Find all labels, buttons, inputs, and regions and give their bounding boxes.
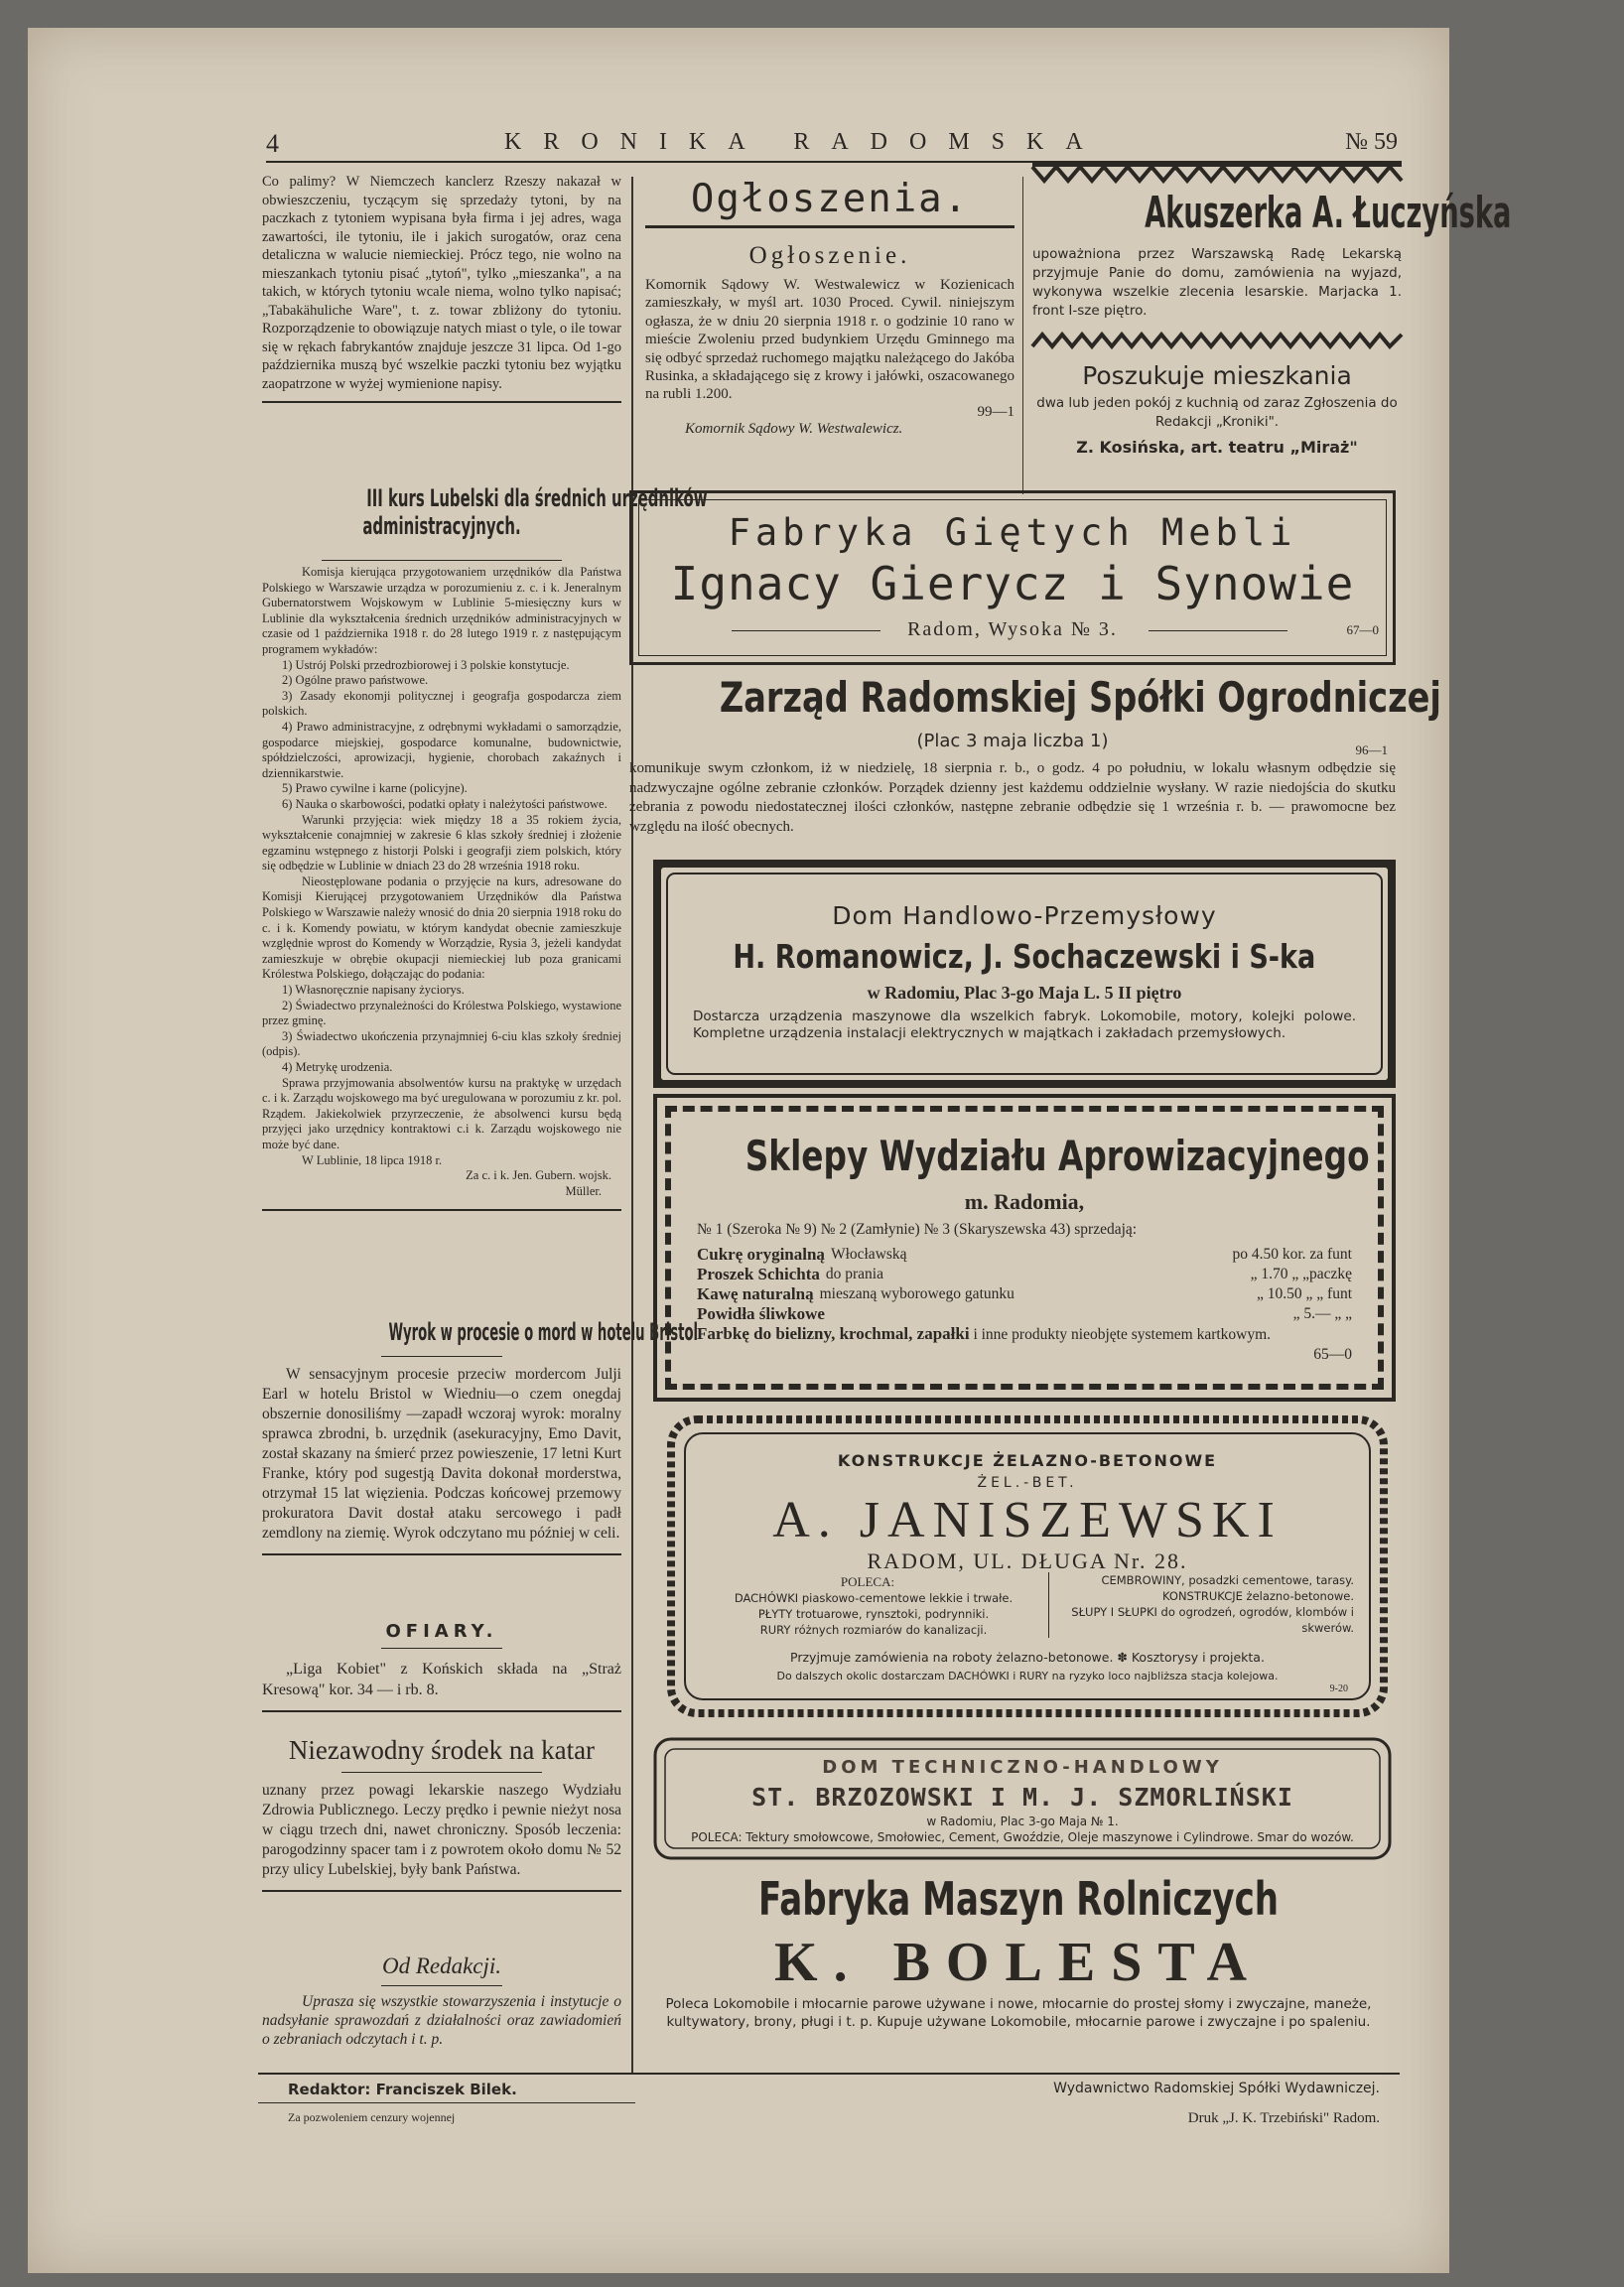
ad-janiszewski	[659, 1408, 1396, 1725]
sklepy-item-name: Kawę naturalną	[697, 1284, 814, 1303]
mebli-line-2: Ignacy Gierycz i Synowie	[670, 557, 1355, 610]
tech-line-1: DOM TECHNICZNO-HANDLOWY	[822, 1757, 1223, 1778]
mebli-line-1: Fabryka Giętych Mebli	[728, 511, 1297, 554]
course-practice: Sprawa przyjmowania absolwentów kursu na praktykę w urzędach c. i k. Zarządu wojskowego ma być uregulowana w porozumiu z kr. pol. Rządem. Jakiekolwiek przyrzeczenie, że absolwenci kursu będą przyjęci jako urzędnicy kontraktowi c.i k. Zarządu wojskowego nie może być dane.	[262, 1075, 621, 1151]
course-item-3: 3) Zasady ekonomji politycznej i geografja gospodarcza ziem polskich.	[262, 688, 621, 719]
dom-line-2: H. Romanowicz, J. Sochaczewski i S-ka	[733, 937, 1316, 976]
article-redakcja	[262, 1953, 621, 2049]
ofiary-title: OFIARY.	[385, 1621, 498, 1642]
sklepy-title: Sklepy Wydziału Aprowizacyjnego	[744, 1132, 1370, 1180]
article-tobacco	[262, 173, 621, 403]
tech-line-3: w Radomiu, Plac 3-go Maja № 1.	[926, 1815, 1119, 1828]
page-header	[266, 119, 1398, 163]
bristol-title: Wyrok w procesie o mord w hotelu Bristol	[388, 1318, 699, 1346]
course-doc-4: 4) Metrykę urodzenia.	[282, 1060, 393, 1074]
redakcja-title: Od Redakcji.	[381, 1953, 502, 1978]
zarzad-code: 96—1	[1355, 742, 1388, 757]
article-bristol	[262, 1318, 699, 1555]
course-signature-1: Za c. i k. Jen. Gubern. wojsk.	[466, 1168, 611, 1183]
ad-zarzad	[629, 673, 1441, 837]
issue-number: № 59	[1345, 129, 1398, 155]
footer-print: Druk „J. K. Trzebiński" Radom.	[1187, 2110, 1380, 2126]
course-applications: Nieostęplowane podania o przyjęcie na kurs, adresowane do Komisji Kierującej przygotowaniem Urzędników dla Państwa Polskiego w Warszawie należy wnosić do dnia 20 sierpnia 1918 roku do c. i k. Komendy powiatu, w którym kandydat obecnie zamieszkuje względnie wprost do Komendy w Worządzie, Rysia 3, jeżeli kandydat zamieszkuje w obrębie okupacji niemieckiej lub poza granicami Królestwa Polskiego, dołączając do podania:	[262, 874, 621, 982]
dom-line-1: Dom Handlowo-Przemysłowy	[832, 901, 1217, 930]
ad-dom-handlowy	[653, 860, 1396, 1088]
jan-left-list: DACHÓWKI piaskowo-cementowe lekkie i trwałe. PŁYTY trotuarowe, rynsztoki, podrynniki. RURY różnych rozmiarów do kanalizacji.	[734, 1591, 1014, 1637]
ogloszenie-head: Ogłoszenie.	[748, 242, 911, 269]
tobacco-text: Co palimy? W Niemczech kanclerz Rzeszy nakazał w obwieszczeniu, tyczącym się sprzedaży tytoni, by na paczkach z tytoniem wypisana była firma i jej adres, waga zawartości, ile tytoniu, ile i jakich surogatów, oraz cena detaliczna w walucie niemieckiej. Prócz tego, nie wolno na mieszankach tytoniu pisać „tytoń", tylko „mieszanka", a na takich, w których tytoniu wcale niema, wolno tylko napisać; „Tabakähuliche Ware", t. z. towar zbliżony do tytoniu. Rozporządzenie to obowiązuje natych miast o tyle, o ile towar się w rękach fabrykantów znajduje jeszcze 31 lipca. Od 1-go października muszą być wszelkie paczki tytoniu bez wyjątku zaopatrzone w wyżej wymienione napisy.	[262, 174, 621, 392]
ogloszenia-title: Ogłoszenia.	[690, 177, 970, 221]
course-item-1: 1) Ustrój Polski przedrozbiorowej i 3 polskie konstytucje.	[282, 657, 570, 672]
course-doc-2: 2) Świadectwo przynależności do Królestwa Polskiego, wystawione przez gminę.	[262, 998, 621, 1028]
redakcja-text: Uprasza się wszystkie stowarzyszenia i instytucje o nadsyłanie sprawozdań z działalności oraz zawiadomień o zebraniach odczytach i t. p.	[262, 1993, 621, 2048]
column-separator	[631, 177, 633, 2073]
course-item-5: 5) Prawo cywilne i karne (policyjne).	[282, 781, 468, 796]
sklepy-intro: № 1 (Szeroka № 9) № 2 (Zamłynie) № 3 (Skaryszewska 43) sprzedają:	[697, 1221, 1138, 1238]
course-item-2: 2) Ogólne prawo państwowe.	[282, 673, 429, 688]
bristol-text: W sensacyjnym procesie przeciw mordercom Julji Earl w hotelu Bristol w Wiedniu—o czem onegdaj obszernie donosiliśmy —zapadł wczoraj wyrok: moralny sprawca zbrodni, b. urzędnik (asekuracyjny, Emo Davit, został skazany na śmierć przez powieszenie, 17 letni Kurt Franke, który pod sugestją Davita dokonał morderstwa, otrzymał 15 lat więzienia. Podczas końcowej przemowy prokuratora Davit dostał ataku sercowego i padł zemdlony na ziemię. Wyrok odczytano mu później w celi.	[262, 1366, 621, 1542]
bolesta-title: Fabryka Maszyn Rolniczych	[758, 1872, 1279, 1926]
ogloszenia-section	[645, 177, 1015, 438]
footer-censor: Za pozwoleniem cenzury wojennej	[288, 2110, 456, 2124]
list-item: Proszek Schichta do prania „ 1.70 „ „paczkę	[697, 1265, 1352, 1283]
poszukuje-text: dwa lub jeden pokój z kuchnią od zaraz Zgłoszenia do Redakcji „Kroniki".	[1036, 395, 1398, 430]
jan-poleca: POLECA:	[840, 1574, 895, 1589]
akuszerka-text: upoważniona przez Warszawską Radę Lekarską przyjmuje Panie do domu, zamówienia na wyjazd, wykonywa wszelkie zlecenia lesarskie. Marjacka 1. front I-sze piętro.	[1032, 246, 1402, 319]
jan-orders: Przyjmuje zamówienia na roboty żelazno-betonowe. ✽ Kosztorysy i projekta.	[790, 1650, 1265, 1665]
course-title-1: III kurs Lubelski dla średnich urzędników	[366, 484, 708, 512]
masthead: KRONIKA RADOMSKA	[504, 129, 1105, 155]
article-katar	[262, 1735, 621, 1892]
tech-line-4: POLECA: Tektury smołowcowe, Smołowiec, Cement, Gwoździe, Oleje maszynowe i Cylindrowe. Smar do wozów.	[691, 1830, 1354, 1844]
jan-top-2: ŻEL.-BET.	[977, 1475, 1078, 1491]
course-title-2: administracyjnych.	[362, 512, 521, 540]
course-item-4: 4) Prawo administracyjne, z odrębnymi wykładami o samorządzie, gospodarce miejskiej, gospodarce komunalne, budownictwie, spółdzielczości, aprowizacji, hygienie, chorobach zakaźnych i dziennikarstwie.	[262, 719, 621, 780]
jan-address: RADOM, UL. DŁUGA Nr. 28.	[867, 1548, 1188, 1573]
jan-name: A. JANISZEWSKI	[772, 1492, 1283, 1548]
mebli-line-3: Radom, Wysoka № 3.	[907, 618, 1118, 640]
zarzad-text: komunikuje swym członkom, iż w niedzielę, 18 sierpnia r. b., o godz. 4 po południu, w lokalu własnym odbędzie się nadzwyczajne ogólne zebranie członków. Porządek dzienny jest każdemu oddzielnie wysłany. W razie niedojścia do skutku zebrania z powodu niedostatecznej ilości członków, następne zebranie odbędzie się 1 września r. b. — prawomocne bez względu na ilość obecnych.	[629, 760, 1396, 835]
mebli-code: 67—0	[1346, 622, 1379, 637]
sklepy-code: 65—0	[1313, 1346, 1352, 1363]
sklepy-item-name: Cukrę oryginalną	[697, 1245, 825, 1264]
sklepy-item-name: Powidła śliwkowe	[697, 1304, 825, 1323]
list-item: Cukrę oryginalną Włocławską po 4.50 kor. za funt	[697, 1245, 1352, 1264]
course-item-6: 6) Nauka o skarbowości, podatki opłaty i należytości państwowe.	[282, 796, 608, 811]
jan-right-list: CEMBROWINY, posadzki cementowe, tarasy. KONSTRUKCJE żelazno-betonowe. SŁUPY I SŁUPKI do ogrodzeń, ogrodów, klombów i skwerów.	[1071, 1573, 1354, 1635]
course-doc-3: 3) Świadectwo ukończenia przynajmniej 6-ciu klas szkoły średniej (odpis).	[262, 1028, 621, 1059]
list-item: Powidła śliwkowe „ 5.— „ „	[697, 1304, 1352, 1323]
poszukuje-title: Poszukuje mieszkania	[1082, 361, 1352, 390]
ogloszenie-code: 99—1	[977, 403, 1015, 420]
ogloszenie-text: Komornik Sądowy W. Westwalewicz w Kozienicach zamieszkały, w myśl art. 1030 Proced. Cywil. niniejszym ogłasza, że w dniu 20 sierpnia 1918 r. o godzinie 10 rano w mieście Zwoleniu przed budynkiem Urzędu Gminnego ma się odbyć sprzedaż ruchomego majątku należącego do Jakóba Rusinka, a składającego się z krowy i jałówki, oszacowanego na rubli 1.200.	[645, 277, 1015, 403]
bolesta-text: Poleca Lokomobile i młocarnie parowe używane i nowe, młocarnie do prostej słomy i zwyczajne, maneże, kultywatory, brony, pługi i t. p. Kupuje używane Lokomobile, młocarnie parowe i zwyczajne i po spaleniu.	[665, 1996, 1372, 2030]
sklepy-subtitle: m. Radomia,	[964, 1189, 1085, 1214]
akuszerka-ad	[1032, 161, 1512, 457]
jan-delivery: Do dalszych okolic dostarczam DACHÓWKI i RURY na ryzyko loco najbliższa stacja kolejowa.	[776, 1670, 1279, 1682]
sklepy-list	[697, 1245, 1352, 1365]
ad-bolesta	[635, 1872, 1402, 2031]
bolesta-name: K. BOLESTA	[774, 1932, 1263, 1993]
zarzad-title: Zarząd Radomskiej Spółki Ogrodniczej	[719, 673, 1441, 722]
article-ofiary	[262, 1621, 621, 1712]
article-course	[262, 484, 708, 1211]
ad-dom-techniczny	[647, 1733, 1398, 1864]
divider	[262, 401, 621, 403]
footer-editor: Redaktor: Franciszek Bilek.	[288, 2081, 517, 2098]
jan-top: KONSTRUKCJE ŻELAZNO-BETONOWE	[837, 1451, 1218, 1470]
tech-line-2: ST. BRZOZOWSKI I M. J. SZMORLIŃSKI	[751, 1783, 1293, 1812]
akuszerka-title: Akuszerka A. Łuczyńska	[1145, 188, 1512, 238]
zigzag-border-2	[1032, 331, 1402, 348]
course-date: W Lublinie, 18 lipca 1918 r.	[302, 1152, 443, 1167]
ad-sklepy	[653, 1094, 1396, 1402]
course-signature-2: Müller.	[565, 1183, 602, 1198]
list-item: Farbkę do bielizny, krochmal, zapałki i inne produkty nieobjęte systemem kartkowym.	[697, 1324, 1272, 1343]
zigzag-border	[1032, 161, 1402, 183]
course-conditions: Warunki przyjęcia: wiek między 18 a 35 rokiem życia, wykształcenie conajmniej w zakresie 6 klas szkoły średniej i złożenie egzaminu wstępnego z historji Polski i geografji ziem polskich, który się odbędzie w Lublinie w dniach 23 do 28 września 1918 roku.	[262, 812, 621, 874]
page-number: 4	[266, 129, 279, 158]
dom-text: Dostarcza urządzenia maszynowe dla wszelkich fabryk. Lokomobile, motory, kolejki polowe. Kompletne urządzenia instalacji elektrycznych w majątkach i zakładach przemysłowych.	[693, 1009, 1356, 1041]
poszukuje-signature: Z. Kosińska, art. teatru „Miraż"	[1076, 438, 1358, 457]
katar-text: uznany przez powagi lekarskie naszego Wydziału Zdrowia Publicznego. Leczy prędko i pewnie nieżyt nosa w ciągu trzech dni, nawet chroniczny. Sposób leczenia: parogodzinny spacer tam i z powrotem około domu № 52 przy ulicy Lubelskiej, były bank Państwa.	[262, 1782, 621, 1878]
katar-title: Niezawodny środek na katar	[288, 1735, 596, 1765]
course-doc-1: 1) Własnoręcznie napisany życiorys.	[282, 983, 465, 998]
sklepy-item-name: Proszek Schichta	[697, 1265, 820, 1283]
page-footer	[258, 2073, 1400, 2134]
newspaper-page	[28, 28, 1512, 2273]
list-item: Kawę naturalną mieszaną wyborowego gatunku „ 10.50 „ „ funt	[697, 1284, 1352, 1303]
jan-code: 9-20	[1329, 1683, 1348, 1694]
ad-fabryka-mebli	[629, 490, 1396, 665]
zarzad-subtitle: (Plac 3 maja liczba 1)	[916, 731, 1109, 751]
dom-line-3: w Radomiu, Plac 3-go Maja L. 5 II piętro	[867, 983, 1182, 1003]
course-intro: Komisja kierująca przygotowaniem urzędników dla Państwa Polskiego w Warszawie urządza w porozumieniu z. c. i k. Jeneralnym Gubernatorstwem Wojskowym w Lublinie 5-miesięczny kurs w Lublinie dla wykształcenia średnich urzędników administracyjnych w czasie od 1 października 1918 r. do 28 lutego 1919 r. z następującym programem wykładów:	[262, 565, 621, 656]
ogloszenie-signature: Komornik Sądowy W. Westwalewicz.	[685, 420, 903, 437]
footer-publisher: Wydawnictwo Radomskiej Spółki Wydawniczej.	[1053, 2081, 1380, 2096]
ofiary-text: „Liga Kobiet" z Końskich składa na „Straż Kresową" kor. 34 — i rb. 8.	[262, 1661, 621, 1698]
